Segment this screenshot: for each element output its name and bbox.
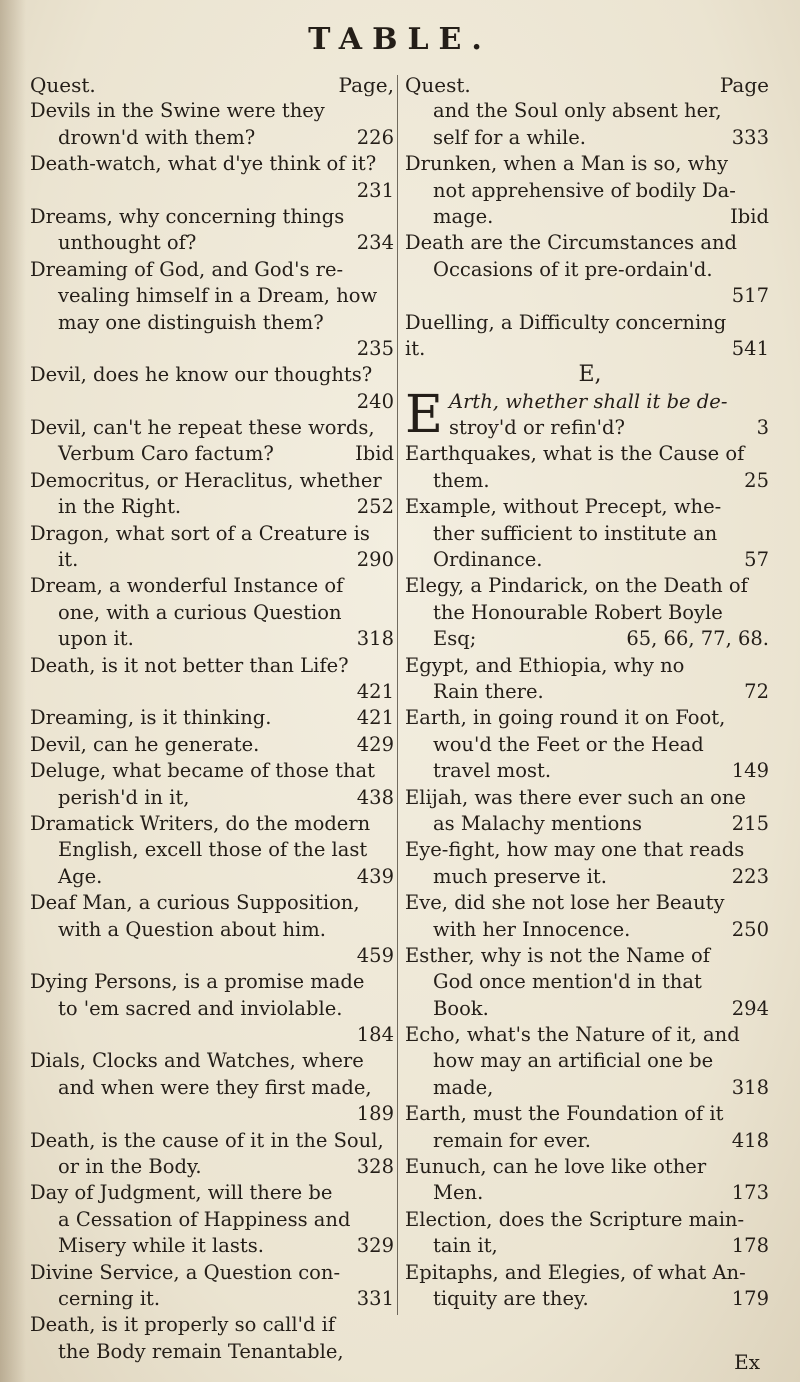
entry-page-number: 429 xyxy=(356,732,394,756)
entry-text: Rain there. xyxy=(433,679,544,703)
index-entry-line xyxy=(30,573,400,599)
entry-text: remain for ever. xyxy=(433,1128,591,1152)
index-entry-line xyxy=(405,705,775,731)
entry-text: upon it. xyxy=(58,627,134,651)
entry-text: Earthquakes, what is the Cause of xyxy=(405,442,745,466)
entry-text: Drunken, when a Man is so, why xyxy=(405,152,728,176)
entry-page-number: 290 xyxy=(356,548,394,572)
index-entry-line xyxy=(30,600,400,626)
index-entry-line xyxy=(30,1180,400,1206)
entry-text: God once mention'd in that xyxy=(433,970,702,994)
entry-text: Death, is it not better than Life? xyxy=(30,653,349,677)
entry-text: one, with a curious Question xyxy=(58,600,342,624)
index-entry-line xyxy=(30,679,400,705)
index-entry-line xyxy=(30,98,400,124)
index-entry-line xyxy=(405,521,775,547)
entry-page-number: 178 xyxy=(731,1234,769,1258)
entry-text: Devil, does he know our thoughts? xyxy=(30,363,373,387)
entry-text: Dream, a wonderful Instance of xyxy=(30,574,344,598)
entry-text: and when were they first made, xyxy=(58,1075,372,1099)
index-entry-line xyxy=(30,547,400,573)
entry-text: Day of Judgment, will there be xyxy=(30,1181,333,1205)
entry-text: Devil, can't he repeat these words, xyxy=(30,416,375,440)
entry-text: may one distinguish them? xyxy=(58,310,324,334)
entry-page-number: 184 xyxy=(356,1023,394,1047)
entry-text: Death-watch, what d'ye think of it? xyxy=(30,152,377,176)
index-entry-line xyxy=(405,1207,775,1233)
entry-page-number: 318 xyxy=(356,627,394,651)
index-entry-line xyxy=(30,521,400,547)
index-entry-line xyxy=(405,600,775,626)
index-entry-line xyxy=(30,732,400,758)
entry-text: Echo, what's the Nature of it, and xyxy=(405,1023,740,1047)
left-column-header xyxy=(30,72,400,98)
index-entry-line xyxy=(405,1128,775,1154)
index-entry-line xyxy=(30,837,400,863)
entry-page-number: 421 xyxy=(356,706,394,730)
index-entry-line xyxy=(405,890,775,916)
right-header-label: Quest. xyxy=(405,73,471,97)
entry-text: Earth, in going round it on Foot, xyxy=(405,706,726,730)
entry-text: it. xyxy=(405,336,426,360)
entry-text: the Honourable Robert Boyle xyxy=(433,600,723,624)
index-entry-line xyxy=(405,1022,775,1048)
index-entry-line xyxy=(405,626,775,652)
entry-page-number: 240 xyxy=(356,389,394,413)
entry-text: Example, without Precept, whe- xyxy=(405,495,722,519)
index-entry-line xyxy=(405,494,775,520)
index-entry-line xyxy=(30,1154,400,1180)
entry-text: travel most. xyxy=(433,759,552,783)
index-entry-line xyxy=(30,125,400,151)
dropcap-line-2 xyxy=(405,415,775,441)
index-entry-line xyxy=(405,837,775,863)
index-entry-line xyxy=(30,890,400,916)
entry-text: not apprehensive of bodily Da- xyxy=(433,178,736,202)
entry-text: Election, does the Scripture main- xyxy=(405,1207,745,1231)
index-entry-line xyxy=(30,1075,400,1101)
index-entry-line xyxy=(30,230,400,256)
index-entry-line xyxy=(405,679,775,705)
index-entry-line xyxy=(30,705,400,731)
entry-text: Deaf Man, a curious Supposition, xyxy=(30,891,360,915)
index-entry-line xyxy=(405,1048,775,1074)
entry-text: Verbum Caro factum? xyxy=(58,442,274,466)
entry-text: Dying Persons, is a promise made xyxy=(30,970,365,994)
entry-page-number: 333 xyxy=(731,125,769,149)
index-entry-line xyxy=(30,204,400,230)
index-entry-line xyxy=(30,653,400,679)
index-entry-line xyxy=(405,573,775,599)
entry-text: Dreaming of God, and God's re- xyxy=(30,257,344,281)
entry-text: Occasions of it pre-ordain'd. xyxy=(433,257,713,281)
index-entry-line xyxy=(405,785,775,811)
entry-page-number: 439 xyxy=(356,864,394,888)
entry-text: vealing himself in a Dream, how xyxy=(58,284,378,308)
index-entry-line xyxy=(405,943,775,969)
index-entry-line xyxy=(30,389,400,415)
index-entry-line xyxy=(30,415,400,441)
entry-text: Death, is it properly so call'd if xyxy=(30,1313,336,1337)
entry-text: as Malachy mentions xyxy=(433,811,642,835)
entry-page-number: Ibid xyxy=(355,442,394,466)
entry-page-number: 329 xyxy=(356,1234,394,1258)
right-header-page: Page xyxy=(719,73,769,97)
entry-text: how may an artificial one be xyxy=(433,1049,714,1073)
entry-text: Book. xyxy=(433,996,489,1020)
entry-text: Democritus, or Heraclitus, whether xyxy=(30,468,382,492)
entry-text: wou'd the Feet or the Head xyxy=(433,732,704,756)
entry-page-number: 438 xyxy=(356,785,394,809)
index-entry-line xyxy=(30,1286,400,1312)
entry-text: Dreams, why concerning things xyxy=(30,204,345,228)
index-entry-line xyxy=(30,917,400,943)
index-entry-line xyxy=(405,758,775,784)
index-entry-line xyxy=(30,1101,400,1127)
index-entry-line xyxy=(405,547,775,573)
index-entry-line xyxy=(30,1233,400,1259)
index-entry-line xyxy=(30,151,400,177)
entry-page-number: 65, 66, 77, 68. xyxy=(626,627,769,651)
index-entry-line xyxy=(405,336,775,362)
entry-text: English, excell those of the last xyxy=(58,838,368,862)
index-entry-line xyxy=(405,125,775,151)
entry-text: them. xyxy=(433,468,490,492)
entry-page-number: 223 xyxy=(731,864,769,888)
entry-text: to 'em sacred and inviolable. xyxy=(58,996,343,1020)
index-entry-line xyxy=(405,98,775,124)
entry-text: Dials, Clocks and Watches, where xyxy=(30,1049,364,1073)
entry-text: the Body remain Tenantable, xyxy=(58,1339,344,1363)
entry-text: or in the Body. xyxy=(58,1155,202,1179)
entry-text: Devils in the Swine were they xyxy=(30,99,325,123)
entry-text: Divine Service, a Question con- xyxy=(30,1260,341,1284)
entry-page-number: 215 xyxy=(731,811,769,835)
entry-page-number: 149 xyxy=(731,759,769,783)
left-column xyxy=(30,72,400,1372)
entry-page-number: 235 xyxy=(356,336,394,360)
index-entry-line xyxy=(405,811,775,837)
entry-text: Elijah, was there ever such an one xyxy=(405,785,746,809)
entry-text: a Cessation of Happiness and xyxy=(58,1207,351,1231)
index-entry-line xyxy=(30,1312,400,1338)
entry-page-number: 173 xyxy=(731,1181,769,1205)
index-entry-line xyxy=(405,310,775,336)
entry-page-number: 541 xyxy=(731,336,769,360)
dropcap-letter: E xyxy=(405,384,443,445)
entry-page-number: 226 xyxy=(356,125,394,149)
entry-page-number: 294 xyxy=(731,996,769,1020)
index-entry-line xyxy=(405,996,775,1022)
entry-text: Ordinance. xyxy=(433,548,543,572)
index-entry-line xyxy=(30,943,400,969)
index-entry-line xyxy=(405,178,775,204)
entry-text: Esq; xyxy=(433,627,477,651)
entry-page-number: 459 xyxy=(356,943,394,967)
entry-text: Egypt, and Ethiopia, why no xyxy=(405,653,685,677)
entry-text: Eve, did she not lose her Beauty xyxy=(405,891,725,915)
entry-text: made, xyxy=(433,1075,494,1099)
section-letter-e: E, xyxy=(578,362,602,388)
entry-page-number: 318 xyxy=(731,1075,769,1099)
index-entry-line xyxy=(30,864,400,890)
entry-text: Duelling, a Difficulty concerning xyxy=(405,310,727,334)
entry-text: Esther, why is not the Name of xyxy=(405,943,711,967)
entry-page-number: 517 xyxy=(731,284,769,308)
index-entry-line xyxy=(405,441,775,467)
entry-text: Death, is the cause of it in the Soul, xyxy=(30,1128,384,1152)
index-entry-line xyxy=(30,626,400,652)
index-entry-line xyxy=(30,362,400,388)
entry-text: it. xyxy=(58,548,79,572)
entry-text: Death are the Circumstances and xyxy=(405,231,738,255)
entry-text: Dragon, what sort of a Creature is xyxy=(30,521,370,545)
index-entry-line xyxy=(30,758,400,784)
entry-text: tain it, xyxy=(433,1234,498,1258)
index-entry-line xyxy=(405,917,775,943)
index-entry-line xyxy=(405,1154,775,1180)
right-entries-d xyxy=(405,98,775,362)
page-title: TABLE. xyxy=(308,22,492,57)
entry-page-number: 57 xyxy=(744,548,769,572)
index-entry-line xyxy=(30,468,400,494)
entry-text: tiquity are they. xyxy=(433,1286,589,1310)
entry-text: Men. xyxy=(433,1181,484,1205)
index-entry-line xyxy=(30,969,400,995)
entry-page-number: 189 xyxy=(356,1102,394,1126)
entry-text: mage. xyxy=(433,204,494,228)
right-entries-e xyxy=(405,441,775,1312)
index-entry-line xyxy=(405,257,775,283)
index-entry-line xyxy=(30,1207,400,1233)
right-column-header xyxy=(405,72,775,98)
index-entry-line xyxy=(405,1286,775,1312)
catchword: Ex xyxy=(734,1350,760,1374)
index-entry-line xyxy=(30,785,400,811)
entry-page-number: 421 xyxy=(356,679,394,703)
entry-page-number: 231 xyxy=(356,178,394,202)
dropcap-line-2-text: stroy'd or refin'd? xyxy=(449,416,625,440)
entry-text: Dramatick Writers, do the modern xyxy=(30,811,371,835)
entry-text: self for a while. xyxy=(433,125,586,149)
entry-text: Dreaming, is it thinking. xyxy=(30,706,272,730)
entry-text: cerning it. xyxy=(58,1286,161,1310)
entry-text: ther sufficient to institute an xyxy=(433,521,718,545)
entry-text: Misery while it lasts. xyxy=(58,1234,264,1258)
index-entry-line xyxy=(405,468,775,494)
index-entry-line xyxy=(30,1022,400,1048)
right-column xyxy=(405,72,775,1372)
entry-text: perish'd in it, xyxy=(58,785,190,809)
entry-page-number: 72 xyxy=(744,679,769,703)
entry-text: much preserve it. xyxy=(433,864,607,888)
index-entry-line xyxy=(30,1260,400,1286)
entry-text: in the Right. xyxy=(58,495,182,519)
index-entry-line xyxy=(405,732,775,758)
index-entry-line xyxy=(405,1180,775,1206)
index-entry-line xyxy=(405,204,775,230)
entry-text: Age. xyxy=(58,864,103,888)
index-entry-line xyxy=(30,283,400,309)
index-entry-line xyxy=(30,996,400,1022)
index-entry-line xyxy=(405,1075,775,1101)
index-entry-line xyxy=(30,1339,400,1365)
entry-text: Epitaphs, and Elegies, of what An- xyxy=(405,1260,746,1284)
index-entry-line xyxy=(30,1048,400,1074)
entry-text: Eunuch, can he love like other xyxy=(405,1155,707,1179)
index-entry-line xyxy=(30,1128,400,1154)
entry-page-number: 179 xyxy=(731,1286,769,1310)
index-entry-line xyxy=(405,653,775,679)
index-entry-line xyxy=(405,230,775,256)
index-entry-line xyxy=(405,1260,775,1286)
entry-page-number: 418 xyxy=(731,1128,769,1152)
index-entry-line xyxy=(30,310,400,336)
index-entry-line xyxy=(405,1233,775,1259)
index-entry-line xyxy=(405,864,775,890)
entry-text: unthought of? xyxy=(58,231,197,255)
left-entries xyxy=(30,98,400,1365)
entry-text: drown'd with them? xyxy=(58,125,256,149)
entry-text: Elegy, a Pindarick, on the Death of xyxy=(405,574,748,598)
dropcap-line-2-page: 3 xyxy=(756,416,769,440)
entry-page-number: Ibid xyxy=(730,204,769,228)
index-entry-line xyxy=(30,441,400,467)
index-entry-line xyxy=(405,283,775,309)
entry-page-number: 234 xyxy=(356,231,394,255)
index-entry-line xyxy=(405,151,775,177)
entry-text: and the Soul only absent her, xyxy=(433,99,722,123)
column-divider xyxy=(397,75,398,1315)
entry-page-number: 25 xyxy=(744,468,769,492)
entry-page-number: 328 xyxy=(356,1155,394,1179)
entry-page-number: 252 xyxy=(356,495,394,519)
index-entry-line xyxy=(30,336,400,362)
binding-shadow xyxy=(0,0,26,1382)
entry-text: Deluge, what became of those that xyxy=(30,759,375,783)
index-entry-line xyxy=(30,494,400,520)
index-entry-line xyxy=(30,811,400,837)
entry-text: Earth, must the Foundation of it xyxy=(405,1102,724,1126)
entry-text: with her Innocence. xyxy=(433,917,631,941)
left-header-label: Quest. xyxy=(30,73,96,97)
entry-text: with a Question about him. xyxy=(58,917,326,941)
index-entry-line xyxy=(405,969,775,995)
entry-text: Devil, can he generate. xyxy=(30,732,260,756)
index-entry-line xyxy=(405,1101,775,1127)
entry-text: Eye-fight, how may one that reads xyxy=(405,838,745,862)
index-entry-line xyxy=(30,178,400,204)
dropcap-line-1-text: Arth, whether shall it be de- xyxy=(449,389,728,413)
left-header-page: Page, xyxy=(338,73,394,97)
entry-page-number: 331 xyxy=(356,1286,394,1310)
index-entry-line xyxy=(30,257,400,283)
entry-page-number: 250 xyxy=(731,917,769,941)
